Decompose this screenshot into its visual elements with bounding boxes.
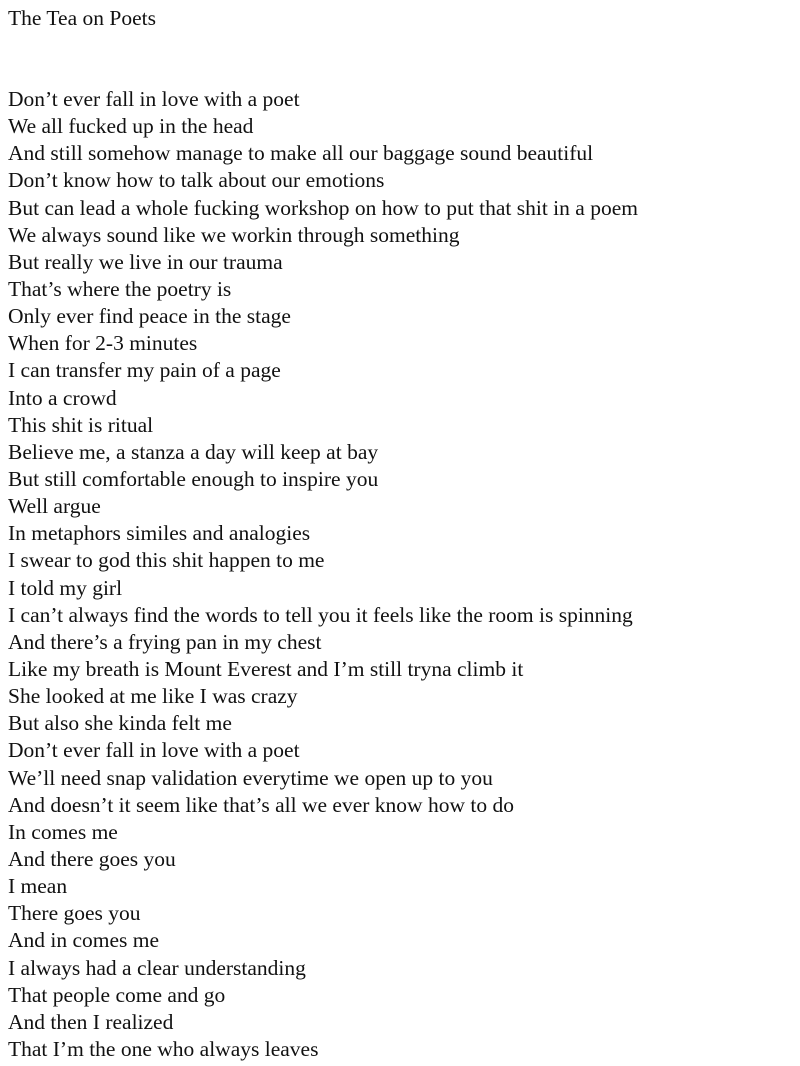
poem-line: I swear to god this shit happen to me	[8, 548, 325, 573]
poem-line: That people come and go	[8, 982, 226, 1007]
poem-line: There goes you	[8, 901, 141, 926]
poem-line: Like my breath is Mount Everest and I’m still tryna climb it	[8, 656, 524, 681]
poem-line: But still comfortable enough to inspire you	[8, 466, 379, 491]
poem-line: Don’t ever fall in love with a poet	[8, 87, 300, 111]
poem-line: In metaphors similes and analogies	[8, 521, 311, 546]
poem-line: We’ll need snap validation everytime we open up to you	[8, 765, 493, 790]
poem-line: And there’s a frying pan in my chest	[8, 629, 322, 654]
document-title: The Tea on Poets	[8, 6, 156, 30]
poem-line: We all fucked up in the head	[8, 114, 254, 139]
poem-line: And doesn’t it seem like that’s all we ever know how to do	[8, 792, 514, 817]
poem-line: And then I realized	[8, 1009, 174, 1034]
poem-line: In comes me	[8, 819, 118, 844]
poem-line: When for 2-3 minutes	[8, 331, 198, 356]
poem-line: She looked at me like I was crazy	[8, 684, 298, 709]
poem-line: I can’t always find the words to tell you it feels like the room is spinning	[8, 602, 633, 627]
poem-line: And in comes me	[8, 928, 160, 953]
poem-line: I mean	[8, 874, 68, 899]
poem-line: Into a crowd	[8, 385, 117, 410]
document-page	[8, 0, 800, 1066]
poem-line: I told my girl	[8, 575, 123, 600]
poem-line: That’s where the poetry is	[8, 276, 232, 301]
poem-line: Only ever find peace in the stage	[8, 304, 291, 329]
poem-line: Believe me, a stanza a day will keep at bay	[8, 439, 379, 464]
poem-line: I always had a clear understanding	[8, 955, 306, 980]
poem-line: But can lead a whole fucking workshop on how to put that shit in a poem	[8, 195, 638, 220]
poem-line: And still somehow manage to make all our baggage sound beautiful	[8, 141, 594, 166]
poem-line: We always sound like we workin through something	[8, 222, 460, 247]
poem-line: And there goes you	[8, 846, 176, 871]
poem-line: Well argue	[8, 494, 101, 519]
poem-line: This shit is ritual	[8, 412, 154, 437]
poem-line: That I’m the one who always leaves	[8, 1036, 319, 1061]
poem-line: I can transfer my pain of a page	[8, 358, 281, 383]
poem-line: But also she kinda felt me	[8, 711, 232, 736]
poem-line: But really we live in our trauma	[8, 249, 283, 274]
poem-body	[8, 86, 638, 1063]
poem-line: Don’t know how to talk about our emotions	[8, 168, 385, 193]
poem-line: Don’t ever fall in love with a poet	[8, 738, 300, 763]
